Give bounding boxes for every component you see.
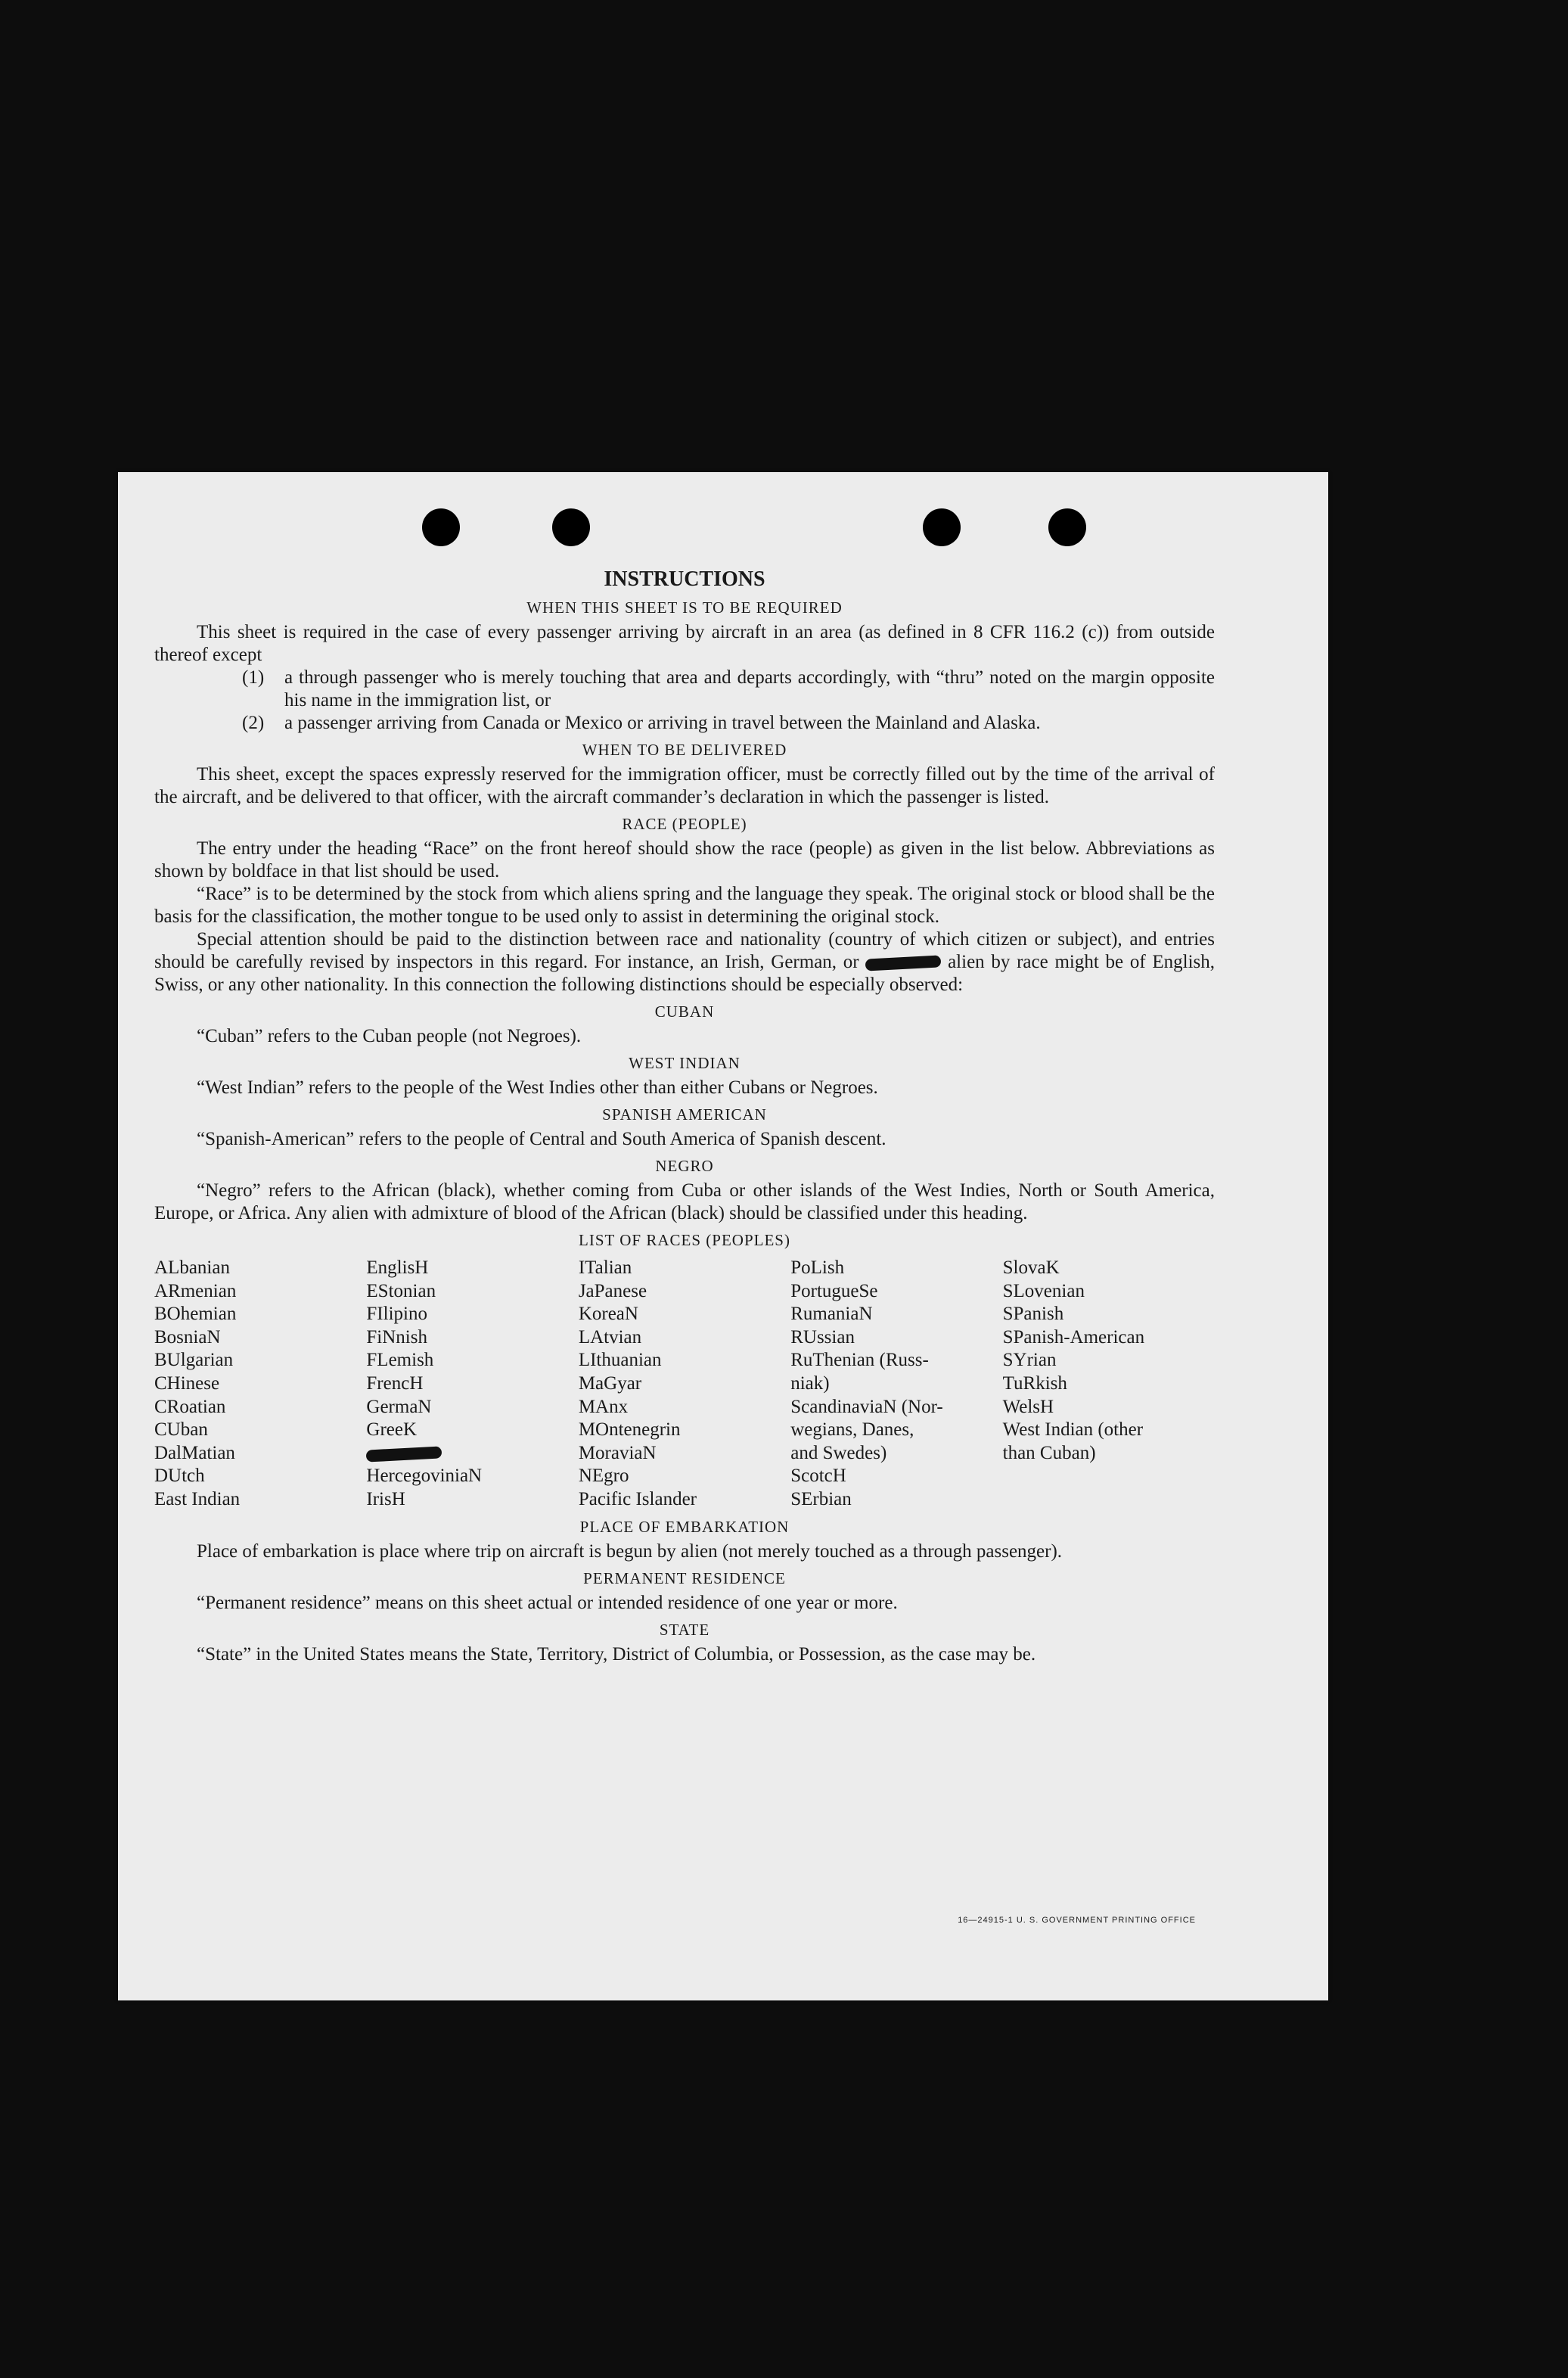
negro-text: “Negro” refers to the African (black), whether coming from Cuba or other islands of the West Indies, North or South America, Europe, or Africa. Any alien with admixture of blood of the African (black) should be classified under this heading. — [154, 1180, 1215, 1223]
race-paragraph — [154, 928, 1215, 996]
race-entry: NEgro — [578, 1466, 629, 1487]
race-entry: DalMatian — [154, 1442, 235, 1463]
races-column — [790, 1257, 1002, 1512]
race-entry: EnglisH — [366, 1257, 429, 1278]
section-heading-embarkation: PLACE OF EMBARKATION — [579, 1517, 790, 1536]
race-entry: SPanish — [1002, 1304, 1064, 1325]
race-entry: BUlgarian — [154, 1350, 234, 1371]
race-entry — [1003, 1488, 1215, 1512]
race-entry: FiNnish — [366, 1326, 427, 1348]
race-entry: and Swedes) — [790, 1442, 887, 1463]
page-title: INSTRUCTIONS — [604, 567, 765, 591]
races-column — [1003, 1257, 1215, 1512]
section-heading-when-delivered: WHEN TO BE DELIVERED — [582, 741, 787, 759]
race-entry: JaPanese — [578, 1280, 647, 1301]
state-text: “State” in the United States means the State, Territory, District of Columbia, or Possession, as the case may be. — [197, 1643, 1036, 1665]
race-entry: wegians, Danes, — [790, 1419, 914, 1441]
when-required-intro: This sheet is required in the case of every passenger arriving by aircraft in an area (as defined in 8 CFR 116.2 (c)) from outside thereof except — [154, 622, 1215, 665]
race-entry: KoreaN — [578, 1304, 638, 1325]
race-entry: PoLish — [790, 1257, 845, 1278]
race-entry: East Indian — [154, 1488, 241, 1509]
item-text: a passenger arriving from Canada or Mexico or arriving in travel between the Mainland and Alaska. — [284, 713, 1041, 733]
race-entry: GermaN — [366, 1396, 432, 1417]
redaction-blot — [366, 1446, 442, 1462]
race-entry: West Indian (other — [1002, 1419, 1144, 1441]
race-entry: MoraviaN — [578, 1442, 657, 1463]
race-entry: DUtch — [154, 1466, 205, 1487]
section-heading-state: STATE — [659, 1620, 710, 1639]
redaction-mark — [865, 956, 942, 971]
race-entry: FLemish — [366, 1350, 434, 1371]
races-list — [154, 1257, 1215, 1512]
race-entry: ScandinaviaN (Nor- — [790, 1396, 943, 1417]
race-entry: EStonian — [366, 1280, 436, 1301]
item-text: a through passenger who is merely touching that area and departs accordingly, with “thru” noted on the margin opposite his name in the immigration list, or — [284, 667, 1215, 710]
section-heading-west-indian: WEST INDIAN — [629, 1054, 741, 1072]
cuban-text: “Cuban” refers to the Cuban people (not Negroes). — [197, 1026, 582, 1046]
race-entry: HercegoviniaN — [366, 1466, 483, 1487]
redaction-mark — [366, 1442, 578, 1466]
race-paragraph-part: Special attention should be paid to the distinction between race and nationality (country of which citizen or subject), and entries should be carefully revised by inspectors in this regard. For instance, an Irish, German, or — [154, 929, 1215, 972]
race-entry: ALbanian — [154, 1257, 230, 1278]
race-entry: RumaniaN — [790, 1304, 873, 1325]
section-heading-residence: PERMANENT RESIDENCE — [583, 1568, 786, 1587]
race-entry: WelsH — [1002, 1396, 1054, 1417]
list-item — [242, 712, 1215, 735]
race-entry: ScotcH — [790, 1466, 846, 1487]
race-entry: SYrian — [1002, 1350, 1057, 1371]
when-delivered-text: This sheet, except the spaces expressly reserved for the immigration officer, must be correctly filled out by the time of the arrival of the aircraft, and be delivered to that officer, with the aircraft commander’s declaration in which the passenger is listed. — [154, 764, 1215, 807]
race-entry: SLovenian — [1002, 1280, 1085, 1301]
item-number: (1) — [242, 667, 265, 688]
race-entry: SlovaK — [1002, 1257, 1060, 1278]
race-paragraph: “Race” is to be determined by the stock from which aliens spring and the language they speak. The original stock or blood shall be the basis for the classification, the mother tongue to be used only to assist in determining the original stock. — [154, 884, 1215, 927]
embarkation-text: Place of embarkation is place where trip on aircraft is begun by alien (not merely touched as a through passenger). — [197, 1540, 1063, 1562]
race-entry: LAtvian — [578, 1326, 642, 1348]
race-entry: LIthuanian — [578, 1350, 662, 1371]
punch-hole — [422, 508, 460, 546]
race-paragraph: The entry under the heading “Race” on the front hereof should show the race (people) as given in the list below. Abbreviations as shown by boldface in that list should be used. — [154, 838, 1215, 881]
item-number: (2) — [242, 713, 265, 733]
race-entry: TuRkish — [1002, 1372, 1067, 1394]
race-entry: RuThenian (Russ- — [790, 1350, 929, 1371]
race-entry: IrisH — [366, 1488, 405, 1509]
list-item — [242, 667, 1215, 712]
race-entry: than Cuban) — [1002, 1442, 1096, 1463]
race-entry: BosniaN — [154, 1326, 221, 1348]
punch-hole — [923, 508, 961, 546]
race-entry: ITalian — [578, 1257, 632, 1278]
race-entry: ARmenian — [154, 1280, 237, 1301]
section-heading-negro: NEGRO — [655, 1157, 714, 1175]
section-heading-race: RACE (PEOPLE) — [622, 815, 747, 833]
race-entry: FrencH — [366, 1372, 424, 1394]
section-heading-when-required: WHEN THIS SHEET IS TO BE REQUIRED — [526, 598, 843, 617]
west-indian-text: “West Indian” refers to the people of the West Indies other than either Cubans or Negroes. — [197, 1077, 878, 1098]
punch-hole — [1048, 508, 1086, 546]
punch-hole — [552, 508, 590, 546]
races-column — [579, 1257, 790, 1512]
spanish-american-text: “Spanish-American” refers to the people of Central and South America of Spanish descent. — [197, 1129, 886, 1149]
residence-text: “Permanent residence” means on this sheet actual or intended residence of one year or more. — [197, 1592, 898, 1613]
race-entry: CUban — [154, 1419, 208, 1441]
race-entry: RUssian — [790, 1326, 855, 1348]
printer-footer: 16—24915-1 U. S. GOVERNMENT PRINTING OFFICE — [958, 1916, 1196, 1925]
races-column — [154, 1257, 366, 1512]
race-entry: SPanish-American — [1002, 1326, 1145, 1348]
race-entry: MAnx — [578, 1396, 629, 1417]
instructions-content — [154, 567, 1215, 1666]
race-entry — [1003, 1465, 1215, 1488]
race-paragraph-part: alien by race might be of English, Swiss, or any other nationality. In this connection the following distinctions should be especially observed: — [154, 952, 1216, 995]
races-column — [366, 1257, 578, 1512]
section-heading-spanish-american: SPANISH AMERICAN — [602, 1105, 767, 1124]
race-entry: niak) — [790, 1372, 830, 1394]
race-entry: BOhemian — [154, 1304, 237, 1325]
race-entry: FIlipino — [366, 1304, 427, 1325]
section-heading-cuban: CUBAN — [654, 1002, 715, 1021]
race-entry: MaGyar — [578, 1372, 642, 1394]
race-entry: MOntenegrin — [578, 1419, 681, 1441]
race-entry: PortugueSe — [790, 1280, 878, 1301]
race-entry: GreeK — [366, 1419, 418, 1441]
race-entry: CRoatian — [154, 1396, 226, 1417]
race-entry: SErbian — [790, 1488, 852, 1509]
document-page — [118, 472, 1328, 2000]
race-entry: Pacific Islander — [578, 1488, 697, 1509]
race-entry: CHinese — [154, 1372, 220, 1394]
section-heading-races-list: LIST OF RACES (PEOPLES) — [579, 1231, 790, 1249]
